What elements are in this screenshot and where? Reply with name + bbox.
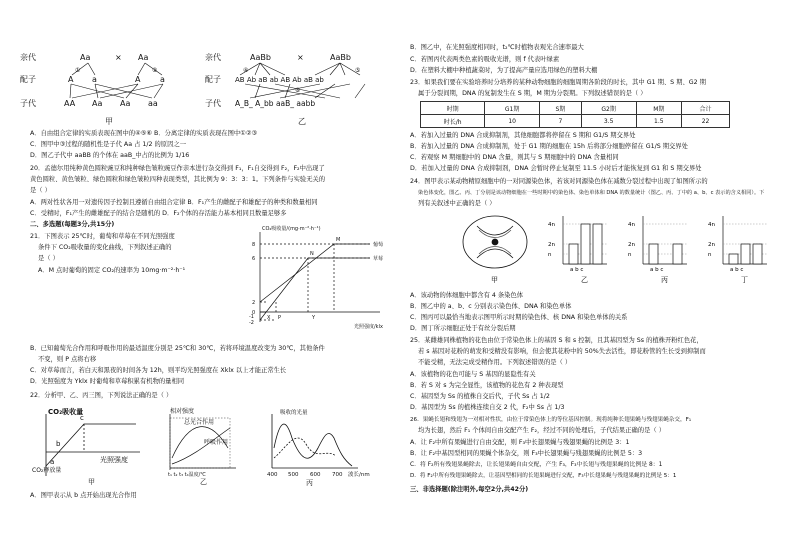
svg-text:a: a: [160, 75, 165, 84]
q22-stem: 22．分析甲、乙、丙三图，下列说法正确的是（ ）: [30, 392, 173, 399]
svg-text:子代: 子代: [205, 99, 221, 108]
svg-text:400: 400: [267, 472, 278, 478]
q19-option-d: D．图乙子代中 aaBB 的个体在 aaB_中占的比例为 1/16: [30, 152, 190, 159]
table-cell: 时期: [421, 102, 485, 115]
q22-option-a: A．图甲表示从 b 点开始出现光合作用: [30, 492, 137, 499]
q24-option-d: D．图丁所示细胞正处于有丝分裂后期: [410, 325, 516, 332]
gamete-label: 配子: [20, 75, 36, 84]
q22-figure-jia: [32, 408, 142, 486]
q25-stem-2: 若 s 基因对花粉的萌发和受精没有影响，但会使其花粉中的 50%失去活性，即花粉管的生长受到抑制而: [418, 348, 706, 355]
svg-text:×: ×: [297, 53, 304, 62]
q20-stem-1: 20．孟德尔用纯种黄色圆粒豌豆和纯种绿色皱粒豌豆作亲本进行杂交得到 F₁，F₁自交得到 F₂，F₂中出现了: [30, 165, 325, 172]
svg-text:⑤: ⑤: [355, 67, 361, 74]
q25-stem-3: 不能受精，无法完成受精作用。下列叙述错误的是（ ）: [418, 359, 572, 366]
svg-text:A_B_ A_bb aaB_ aabb: A_B_ A_bb aaB_ aabb: [235, 99, 316, 108]
svg-text:P: P: [278, 315, 282, 321]
svg-text:AaBb: AaBb: [330, 53, 351, 62]
section-3-title: 三、非选择题(除注明外,每空2分,共42分): [410, 486, 529, 493]
svg-text:相对强度: 相对强度: [170, 408, 195, 415]
q25-option-b: B．若 S 对 s 为完全显性，该植物的花色有 2 种表现型: [410, 382, 564, 389]
bar: [753, 244, 762, 264]
co2-absorption-chart: [230, 226, 398, 336]
svg-text:吸收的光量: 吸收的光量: [280, 410, 308, 416]
q23-option-c: C．若观察 M 期细胞中的 DNA 含量，则其与 S 期细胞中的 DNA 含量相同: [410, 154, 619, 161]
q21-stem-1: 21．下图表示 25℃时，葡萄和草莓在不同光照强度: [30, 233, 175, 240]
y-tick-label: 2n: [548, 242, 555, 248]
x-tick-labels: a b c: [730, 267, 744, 273]
parent-1: Aa: [80, 53, 91, 62]
bar-figure-yi: [545, 212, 615, 284]
table-cell: 1.5: [636, 115, 682, 128]
svg-text:Aa: Aa: [92, 99, 103, 108]
offspring-label: 子代: [20, 99, 36, 108]
svg-text:呼吸作用: 呼吸作用: [204, 439, 229, 446]
y-tick-label: 2n: [628, 242, 635, 248]
bar-figure-bing: [625, 212, 695, 284]
q19-option-ab: A．自由组合定律的实质表现在图中的④⑤⑥ B．分离定律的实质表现在图中①②③: [30, 130, 258, 137]
q24-option-c: C．图丙可以最恰当地表示图甲所示时期的染色体、核 DNA 和染色单体的关系: [410, 314, 628, 321]
bar: [581, 224, 590, 264]
y-tick-label: n: [628, 252, 632, 258]
q20-stem-3: 是（ ）: [30, 187, 51, 194]
figure-caption: 丙: [661, 276, 668, 284]
svg-text:配子: 配子: [205, 75, 221, 84]
q22-figure-yi: [160, 408, 260, 486]
figure-caption: 丁: [741, 276, 748, 284]
table-row: [421, 115, 730, 128]
svg-text:AA: AA: [64, 99, 76, 108]
table-cell: 时长/h: [421, 115, 485, 128]
y-tick-label: 4n: [628, 222, 635, 228]
q23-stem-2: 属于分裂间期，DNA 的复制发生在 S 期，M 期为分裂期。下列叙述错误的是（ ）: [418, 90, 647, 97]
q20-option-ab: A．两对性状各用一对遗传因子控制且遵循自由组合定律 B．F₁产生的雌配子和雄配子的种类和数量相同: [30, 199, 318, 206]
svg-text:X: X: [267, 315, 271, 321]
parent-2: Aa: [138, 53, 149, 62]
y-tick-label: n: [548, 252, 552, 258]
q22-figure-bing: [262, 408, 372, 486]
svg-text:c: c: [80, 414, 84, 422]
section-2-title: 二、多选题(每题3分,共15分): [30, 221, 115, 228]
svg-text:⑥: ⑥: [295, 87, 301, 94]
y-tick-label: 4n: [548, 222, 555, 228]
q25-option-d: D．基因型为 Ss 的植株连续自交 2 代，F₂中 Ss 占 1/3: [410, 404, 565, 411]
svg-text:AB Ab aB ab AB Ab aB ab: AB Ab aB ab AB Ab aB ab: [235, 76, 324, 84]
svg-text:a: a: [50, 458, 55, 466]
table-cell: 7: [540, 115, 582, 128]
svg-text:N: N: [310, 251, 314, 257]
q26-stem-1: 26．果蝇长翅和残翅为一对相对性状，由位于常染色体上的等位基因控制。现将纯种长翅果蝇与残翅果蝇杂交，F₁: [410, 417, 692, 423]
legend-strawberry: 草莓: [373, 256, 384, 262]
table-cell: M期: [636, 102, 682, 115]
table-cell: 合计: [682, 102, 730, 115]
chart-xlabel: 光照强度/klx: [354, 324, 383, 330]
q20-stem-2: 黄色圆粒、黄色皱粒、绿色圆粒和绿色皱粒四种表现类型，其比例为 9：3：3：1。下列条件与实验无关的: [30, 176, 326, 183]
q24-stem-1: 24．图甲表示某动物精原细胞中的一对同源染色体，若该对同源染色体在减数分裂过程中出现了如图所示的: [410, 178, 708, 185]
table-cell: 3.5: [581, 115, 636, 128]
svg-text:-2: -2: [249, 320, 254, 326]
series-grape: [260, 244, 370, 302]
svg-text:乙: 乙: [200, 478, 207, 486]
q23-option-b: B．若加入过量的 DNA 合成抑制剂，处于 G1 期的细胞在 15h 后将部分细胞停留在 G1/S 期交界处: [410, 143, 688, 150]
svg-text:Aa: Aa: [120, 99, 131, 108]
table-cell: 22: [682, 115, 730, 128]
svg-text:aa: aa: [148, 99, 158, 108]
svg-text:甲: 甲: [88, 478, 95, 486]
q21-option-d: D．光照强度为 Yklx 时葡萄和草莓积累有机物的量相同: [30, 378, 185, 385]
svg-text:①: ①: [75, 67, 81, 74]
q26-option-d: D．将 F₂中所有残翅果蝇除去，让基因型相同的长翅果蝇进行交配，F₃中长翅果蝇与残翅果蝇的比例是 5：1: [410, 473, 677, 479]
svg-text:④: ④: [243, 67, 249, 74]
svg-text:②: ②: [152, 67, 158, 74]
q19-option-c: C．图甲中③过程的随机性是子代 Aa 占 1/2 的原因之一: [30, 141, 186, 148]
q21-stem-3: 是（ ）: [38, 255, 59, 262]
table-cell: 10: [485, 115, 540, 128]
svg-text:600: 600: [310, 472, 321, 478]
chart-ylabel: CO₂吸收量/(mg·m⁻²·h⁻¹): [262, 226, 321, 232]
svg-text:0: 0: [252, 310, 256, 316]
legend-grape: 葡萄: [373, 242, 384, 248]
bar: [729, 254, 738, 264]
bar-figure-ding: [705, 212, 775, 284]
svg-text:8: 8: [252, 242, 256, 248]
table-cell: S期: [540, 102, 582, 115]
right-column: [410, 0, 794, 549]
q20-option-cd: C．受精时，F₁产生的雌雄配子的结合是随机的 D．F₂个体的存活能力基本相同且数量足够多: [30, 210, 287, 217]
bar: [673, 244, 682, 264]
svg-text:AaBb: AaBb: [250, 53, 271, 62]
q23-stem-1: 23．如果我们要在实验培养时分培养的某种动物细胞的细胞周期各阶段的时长，其中 G1 期、S 期、G2 期: [410, 79, 706, 86]
caption-jia: 甲: [491, 276, 498, 284]
svg-text:A: A: [135, 75, 141, 84]
q24-option-a: A．该动物的体细胞中都含有 4 条染色体: [410, 292, 524, 299]
q24-option-b: B．图乙中的 a、b、c 分别表示染色体、DNA 和染色单体: [410, 303, 572, 310]
y-tick-label: 2n: [708, 242, 715, 248]
cell-cycle-table: [420, 101, 730, 128]
q23-option-d: D．若加入过量的 DNA 合成抑制剂，DNA 会暂时停止复制至 11.5 小时后才能恢复到 G1 和 S 期交界处: [410, 165, 702, 172]
svg-text:波长/nm: 波长/nm: [348, 472, 370, 478]
svg-text:亲代: 亲代: [205, 53, 221, 62]
q26-option-b: B．让 F₂中基因型相同的果蝇个体杂交，则 F₃中长翅果蝇与残翅果蝇的比例是 5：3: [410, 450, 643, 457]
q22-option-d: D．在塑料大棚中种植蔬菜时，为了提高产量应选用绿色的塑料大棚: [410, 67, 598, 74]
svg-text:丙: 丙: [306, 479, 313, 487]
genetics-figure-jia: [20, 48, 195, 126]
q22-option-b: B．图乙中，在光照强度相同时，t₂℃时植物表观光合速率最大: [410, 44, 584, 51]
q25-option-c: C．基因型为 Ss 的植株自交后代，子代 Ss 占 1/2: [410, 393, 550, 400]
svg-text:总光合作用: 总光合作用: [184, 419, 215, 426]
svg-text:×: ×: [115, 53, 122, 62]
q25-option-a: A．该植物的花色可能与 S 基因的显隐性有关: [410, 371, 536, 378]
svg-text:CO₂吸收量: CO₂吸收量: [48, 408, 84, 416]
svg-text:2: 2: [252, 300, 256, 306]
caption-jia: 甲: [105, 117, 113, 126]
q24-stem-3: 列有关叙述中正确的是（ ）: [418, 200, 496, 207]
q21-option-b2: 不变，则 P 点将右移: [38, 356, 97, 363]
y-tick-label: n: [708, 252, 712, 258]
q26-option-a: A．让 F₂中所有果蝇进行自由交配，则 F₃中长翅果蝇与残翅果蝇的比例是 3：1: [410, 439, 630, 446]
table-header-row: [421, 102, 730, 115]
q21-stem-2: 条件下 CO₂吸收量的变化曲线，下列叙述正确的: [38, 244, 172, 251]
svg-text:t₁ t₂ t₃ t₄温度/℃: t₁ t₂ t₃ t₄温度/℃: [168, 472, 206, 478]
q21-option-a: A．M 点时葡萄的固定 CO₂的速率为 10mg·m⁻²·h⁻¹: [38, 267, 186, 274]
svg-text:Y: Y: [312, 315, 316, 321]
q24-stem-2: 染色体变化，图乙、丙、丁分别是该动物细胞在一些时期中的染色体、染色单体和 DNA 的数量统计（图乙、丙、丁中的 a、b、c 表示的含义相同）。下: [418, 190, 765, 196]
parent-label: 亲代: [20, 53, 36, 62]
x-tick-labels: a b c: [570, 267, 584, 273]
svg-text:A: A: [68, 75, 74, 84]
svg-text:b: b: [56, 440, 61, 448]
q21-option-b1: B．已知葡萄光合作用和呼吸作用的最适温度分别是 25℃和 30℃，若将环境温度改变为 30℃，其他条件: [30, 345, 325, 352]
q26-option-c: C．将 F₂所有残翅果蝇除去，让长翅果蝇自由交配，产生 F₃，F₃中长翅与残翅果蝇的比例是 8：1: [410, 462, 663, 468]
svg-text:a: a: [92, 75, 97, 84]
figure-caption: 乙: [581, 276, 588, 284]
svg-text:700: 700: [332, 472, 343, 478]
svg-text:CO₂释放量: CO₂释放量: [32, 467, 62, 474]
genetics-figure-yi: [205, 48, 395, 126]
q22-option-c: C．若图丙代表两类色素的吸收光谱，则 f 代表叶绿素: [410, 56, 560, 63]
x-tick-labels: a b c: [650, 267, 664, 273]
svg-text:-1: -1: [249, 314, 254, 320]
q26-stem-2: 均为长翅，然后 F₁ 个体间自由交配产生 F₂，经过不同的处理后，子代结果正确的是（ ）: [418, 427, 665, 434]
svg-text:M: M: [336, 237, 341, 243]
bar: [569, 244, 578, 264]
q23-option-a: A．若加入过量的 DNA 合成抑制剂，其他细胞都将停留在 S 期和 G1/S 期交界处: [410, 132, 636, 139]
table-cell: G1期: [485, 102, 540, 115]
svg-text:500: 500: [288, 472, 299, 478]
bar: [593, 224, 602, 264]
bar: [741, 244, 750, 264]
svg-text:光照强度: 光照强度: [100, 456, 128, 464]
svg-text:6: 6: [252, 256, 256, 262]
bar: [649, 244, 658, 264]
q25-stem-1: 25．某雌雄同株植物的花色由位于常染色体上的基因 S 和 s 控制，且其基因型为 Ss 的植株开粉红色花，: [410, 337, 703, 344]
q21-option-c: C．对草莓而言，若白天和黑夜的时间各为 12h，则平均光照强度在 Xklx 以上才能正常生长: [30, 367, 287, 374]
table-cell: G2期: [581, 102, 636, 115]
y-tick-label: 4n: [708, 222, 715, 228]
chromosome-figure-jia: [455, 212, 535, 284]
caption-yi: 乙: [298, 117, 306, 126]
